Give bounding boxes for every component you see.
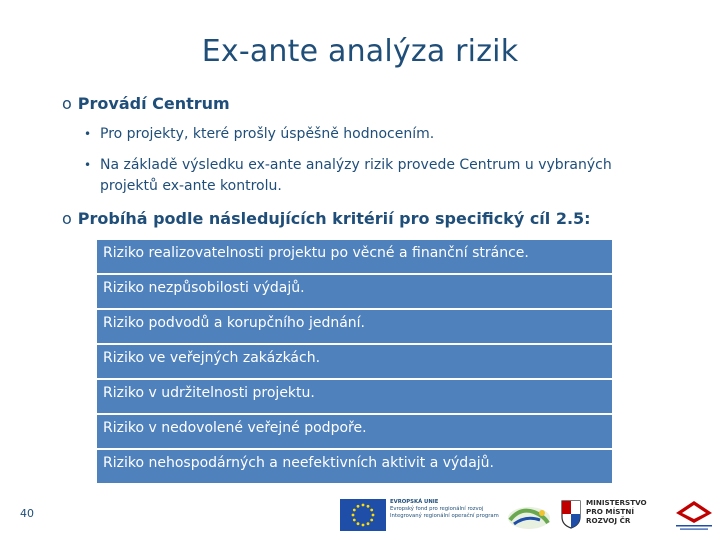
bullet-item [84,155,664,197]
section-heading-provadi [62,94,230,113]
bullet-text: Pro projekty, které prošly úspěšně hodnocením. [100,126,435,142]
eu-flag-icon [340,499,386,531]
bullet-item [84,124,664,145]
irop-logo-icon [506,503,552,531]
risk-row: Riziko nezpůsobilosti výdajů. [97,275,612,308]
circle-bullet-icon: o [62,94,72,113]
page-number: 40 [20,507,34,520]
crr-logo-icon [672,499,716,533]
section-heading-text: Probíhá podle následujících kritérií pro specifický cíl 2.5: [77,209,591,228]
ministry-emblem-icon [560,499,582,529]
risk-row: Riziko realizovatelnosti projektu po věcné a finanční stránce. [97,240,612,273]
ministry-logo-text: MINISTERSTVO PRO MÍSTNÍ ROZVOJ ČR [586,498,647,525]
bullet-text: Na základě výsledku ex-ante analýzy rizik provede Centrum u vybraných projektů ex-ante kontrolu. [100,157,612,194]
circle-bullet-icon: o [62,209,72,228]
eu-logo-text: EVROPSKÁ UNIE Evropský fond pro regionální rozvoj Integrovaný regionální operační program [390,499,499,519]
risk-table [97,240,612,485]
bullet-icon: • [84,127,92,141]
risk-row: Riziko v udržitelnosti projektu. [97,380,612,413]
section-heading-kriteria [62,209,591,228]
bullet-icon: • [84,158,92,172]
risk-row: Riziko podvodů a korupčního jednání. [97,310,612,343]
section-heading-text: Provádí Centrum [77,94,230,113]
risk-row: Riziko nehospodárných a neefektivních aktivit a výdajů. [97,450,612,483]
risk-row: Riziko ve veřejných zakázkách. [97,345,612,378]
risk-row: Riziko v nedovolené veřejné podpoře. [97,415,612,448]
page-title: Ex-ante analýza rizik [201,34,519,69]
footer-logos [336,495,720,540]
